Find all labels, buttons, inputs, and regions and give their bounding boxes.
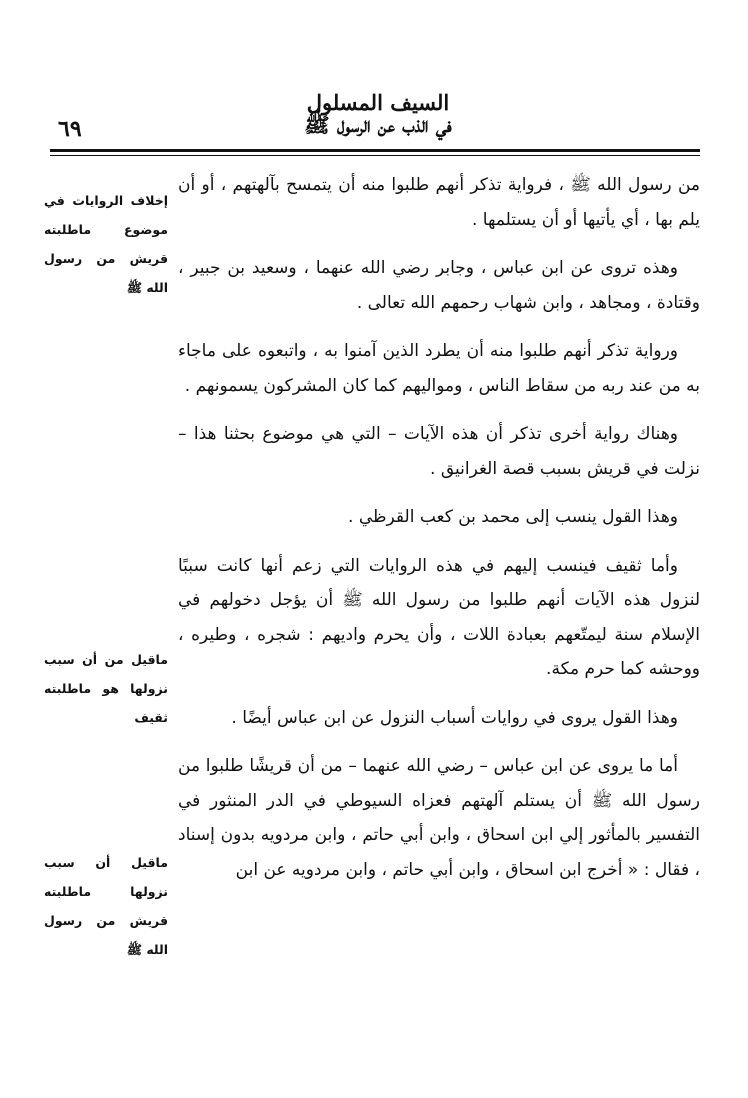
header-rule-thick <box>50 149 700 152</box>
page-number: ٦٩ <box>58 116 82 142</box>
margin-note: ماقيل أن سبب نزولها ماطلبته قريش من رسول الله ﷺ <box>44 855 168 957</box>
paragraph: وهناك رواية أخرى تذكر أن هذه الآيات – التي هي موضوع بحثنا هذا – نزلت في قريش بسبب قصة الغرانيق . <box>178 424 700 479</box>
margin-note: ماقيل من أن سبب نزولها هو ماطلبته ثقيف <box>44 652 168 725</box>
paragraph: أما ما يروى عن ابن عباس – رضي الله عنهما – من أن قريشًا طلبوا من رسول الله ﷺ أن يستلم آلهتهم فعزاه السيوطي في الدر المنثور في التفسير بالمأثور إلي ابن اسحاق ، وابن أبي حاتم ، وابن مردويه بدون إسناد ، فقال : « أخرج ابن اسحاق ، وابن أبي حاتم ، وابن مردويه عن ابن <box>178 756 700 880</box>
header-title-line-2: في الذب عن الرسول ﷺ <box>304 112 452 138</box>
header-title-line-1: السيف المسلول <box>306 90 450 115</box>
paragraph: ورواية تذكر أنهم طلبوا منه أن يطرد الذين آمنوا به ، واتبعوه على ماجاء به من عند ربه من سقاط الناس ، ومواليهم كما كان المشركون يسمونهم . <box>178 341 700 396</box>
paragraph: وأما ثقيف فينسب إليهم في هذه الروايات التي زعم أنها كانت سببًا لنزول هذه الآيات أنهم طلبوا من رسول الله ﷺ أن يؤجل دخولهم في الإسلام سنة ليمتّعهم بعبادة اللات ، وأن يحرم واديهم : شجره ، وطيره ، ووحشه كما حرم مكة. <box>178 555 700 679</box>
paragraph: وهذه تروى عن ابن عباس ، وجابر رضي الله عنهما ، وسعيد بن جبير ، وقتادة ، ومجاهد ، وابن شهاب رحمهم الله تعالى . <box>178 258 700 313</box>
header-rule-thin <box>50 155 700 156</box>
body-text <box>178 168 700 901</box>
running-header-title <box>258 92 498 136</box>
paragraph: من رسول الله ﷺ ، فرواية تذكر أنهم طلبوا منه أن يتمسح بآلهتهم ، أو أن يلم بها ، أي يأتيها أو أن يستلمها . <box>178 175 700 230</box>
margin-note: إخلاف الروايات في موضوع ماطلبته قريش من رسول الله ﷺ <box>44 193 168 295</box>
paragraph: وهذا القول ينسب إلى محمد بن كعب القرظي . <box>348 507 678 527</box>
paragraph: وهذا القول يروى في روايات أسباب النزول عن ابن عباس أيضًا . <box>231 707 678 728</box>
